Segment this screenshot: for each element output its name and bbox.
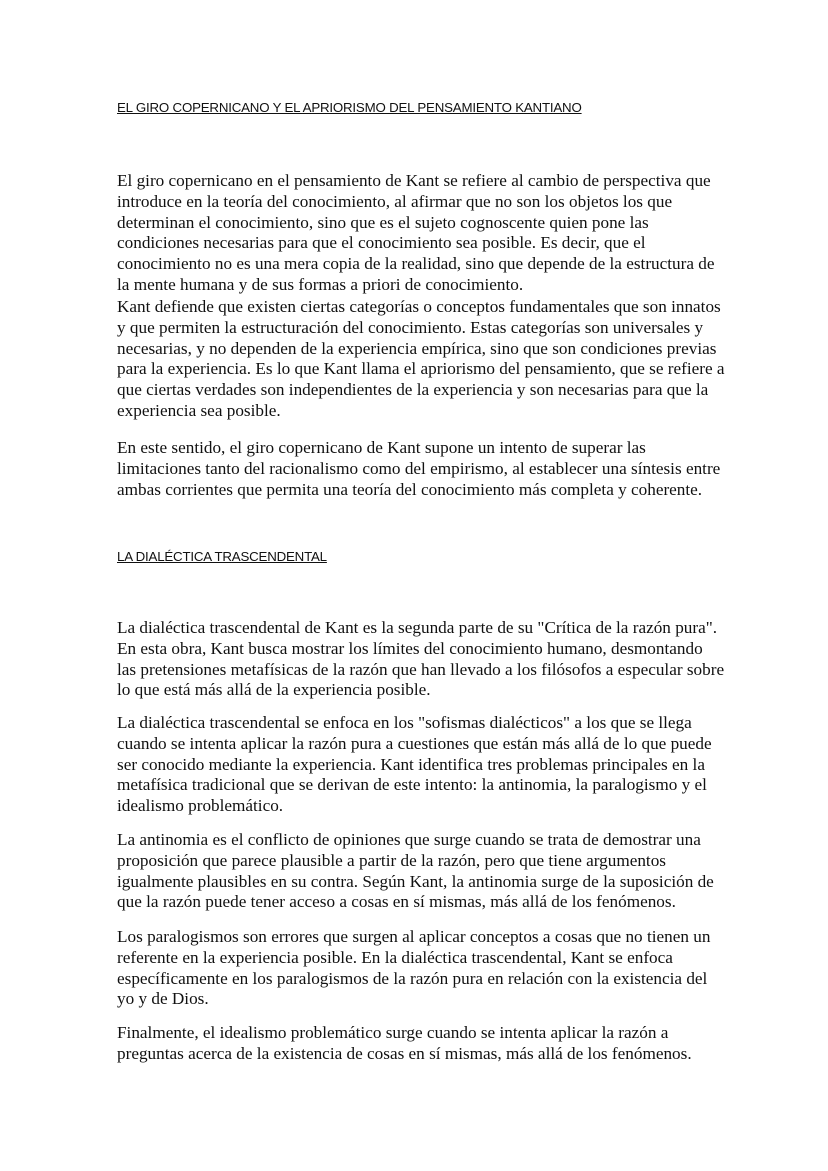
paragraph <box>117 830 817 913</box>
paragraph <box>117 297 817 422</box>
text-line: ser conocido mediante la experiencia. Kant identifica tres problemas principales en la <box>117 754 705 774</box>
text-line: idealismo problemático. <box>117 796 284 816</box>
text-line: metafísica tradicional que se derivan de este intento: la antinomia, la paralogismo y el <box>117 775 707 795</box>
text-line: condiciones necesarias para que el conocimiento sea posible. Es decir, que el <box>117 233 646 253</box>
text-line: La antinomia es el conflicto de opiniones que surge cuando se trata de demostrar una <box>117 830 701 849</box>
text-line: Kant defiende que existen ciertas categorías o conceptos fundamentales que son innatos <box>117 297 721 316</box>
text-line: experiencia sea posible. <box>117 400 281 420</box>
text-line: que ciertas verdades son independientes de la experiencia y son necesarias para que la <box>117 380 709 400</box>
section-heading: LA DIALÉCTICA TRASCENDENTAL <box>117 549 327 564</box>
paragraph <box>117 927 817 1010</box>
paragraph <box>117 1023 817 1065</box>
text-line: referente en la experiencia posible. En la dialéctica trascendental, Kant se enfoca <box>117 947 673 967</box>
text-line: la mente humana y de sus formas a priori de conocimiento. <box>117 274 524 294</box>
text-line: conocimiento no es una mera copia de la realidad, sino que depende de la estructura de <box>117 254 715 274</box>
paragraph <box>117 713 817 817</box>
paragraph <box>117 438 817 500</box>
section-heading: EL GIRO COPERNICANO Y EL APRIORISMO DEL PENSAMIENTO KANTIANO <box>117 100 582 115</box>
text-line: para la experiencia. Es lo que Kant llama el apriorismo del pensamiento, que se refiere a <box>117 359 725 379</box>
text-line: lo que está más allá de la experiencia posible. <box>117 680 431 700</box>
text-line: específicamente en los paralogismos de la razón pura en relación con la existencia del <box>117 968 708 988</box>
text-line: ambas corrientes que permita una teoría del conocimiento más completa y coherente. <box>117 479 703 499</box>
text-line: y que permiten la estructuración del conocimiento. Estas categorías son universales y <box>117 317 704 337</box>
text-line: introduce en la teoría del conocimiento, al afirmar que no son los objetos los que <box>117 191 673 211</box>
text-line: yo y de Dios. <box>117 989 209 1009</box>
text-line: Finalmente, el idealismo problemático surge cuando se intenta aplicar la razón a <box>117 1023 669 1042</box>
text-line: La dialéctica trascendental se enfoca en los "sofismas dialécticos" a los que se llega <box>117 713 692 732</box>
text-line: limitaciones tanto del racionalismo como del empirismo, al establecer una síntesis entre <box>117 458 721 478</box>
text-line: que la razón puede tener acceso a cosas en sí mismas, más allá de los fenómenos. <box>117 892 676 912</box>
text-line: La dialéctica trascendental de Kant es la segunda parte de su "Crítica de la razón pura". <box>117 618 718 637</box>
text-line: cuando se intenta aplicar la razón pura a cuestiones que están más allá de lo que puede <box>117 733 712 753</box>
text-line: En esta obra, Kant busca mostrar los límites del conocimiento humano, desmontando <box>117 638 703 658</box>
text-line: En este sentido, el giro copernicano de Kant supone un intento de superar las <box>117 438 646 457</box>
text-line: Los paralogismos son errores que surgen al aplicar conceptos a cosas que no tienen un <box>117 927 711 946</box>
paragraph <box>117 171 817 296</box>
text-line: proposición que parece plausible a partir de la razón, pero que tiene argumentos <box>117 850 666 870</box>
text-line: las pretensiones metafísicas de la razón que han llevado a los filósofos a especular sobre <box>117 659 725 679</box>
paragraph <box>117 618 817 701</box>
text-line: preguntas acerca de la existencia de cosas en sí mismas, más allá de los fenómenos. <box>117 1043 692 1063</box>
text-line: El giro copernicano en el pensamiento de Kant se refiere al cambio de perspectiva que <box>117 171 711 190</box>
text-line: igualmente plausibles en su contra. Según Kant, la antinomia surge de la suposición de <box>117 871 714 891</box>
text-line: determinan el conocimiento, sino que es el sujeto cognoscente quien pone las <box>117 212 649 232</box>
text-line: necesarias, y no dependen de la experiencia empírica, sino que son condiciones previas <box>117 338 717 358</box>
